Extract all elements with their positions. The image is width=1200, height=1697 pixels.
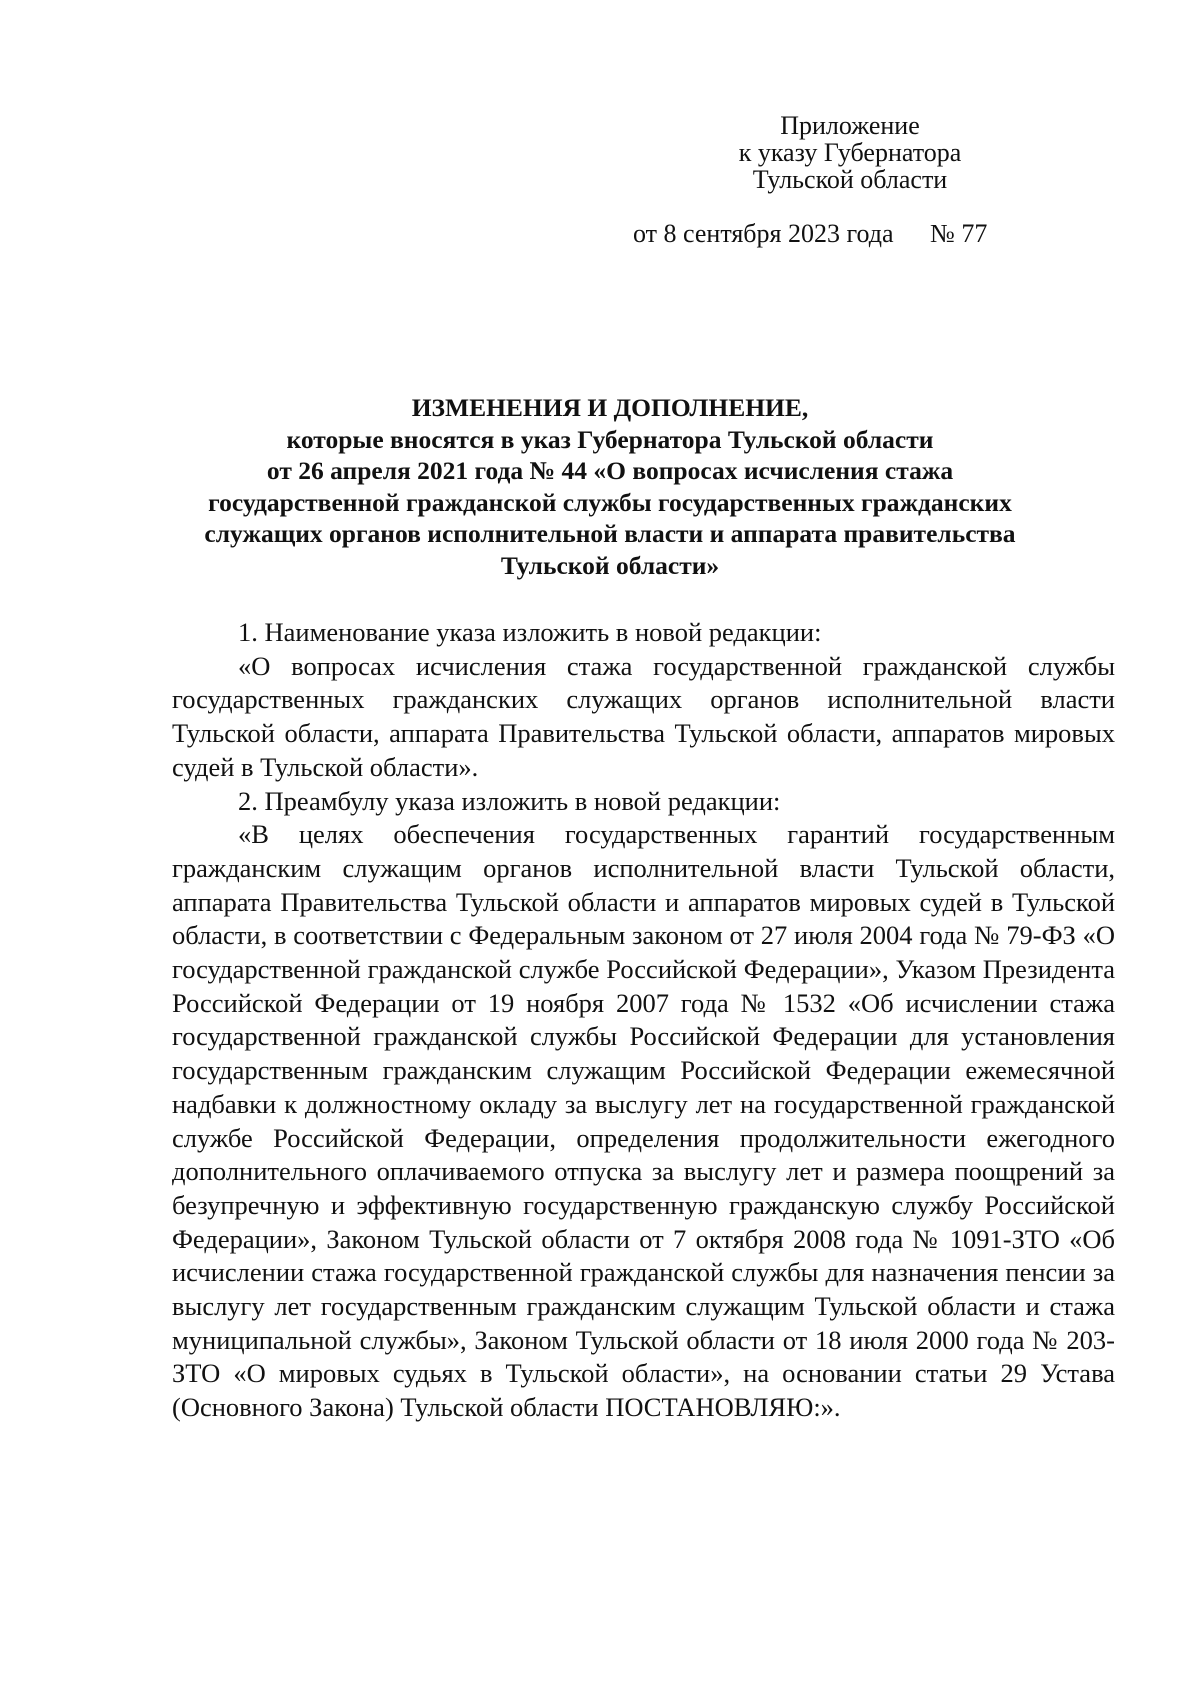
paragraph-3: 2. Преамбулу указа изложить в новой редакции: bbox=[238, 785, 781, 816]
order-number: № 77 bbox=[930, 219, 988, 248]
title-line-3: от 26 апреля 2021 года № 44 «О вопросах исчисления стажа bbox=[266, 456, 954, 485]
appendix-line-1: Приложение bbox=[780, 111, 920, 140]
appendix-line-2: к указу Губернатора bbox=[738, 138, 962, 167]
title-line-6: Тульской области» bbox=[500, 550, 720, 580]
order-date-number bbox=[633, 219, 987, 249]
paragraph-2: «О вопросах исчисления стажа государственной гражданской службы государственных гражданских служащих органов исполнительной власти Тульской области, аппарата Правительства Тульской области, аппаратов мировых судей в Тульской области». bbox=[172, 650, 1115, 782]
document-body bbox=[172, 616, 1115, 1425]
title-line-4: государственной гражданской службы государственных гражданских bbox=[208, 487, 1012, 517]
title-line-2: которые вносятся в указ Губернатора Тульской области bbox=[286, 424, 934, 454]
paragraph-4: «В целях обеспечения государственных гарантий государственным гражданским служащим органов исполнительной власти Тульской области, аппарата Правительства Тульской области и аппаратов мировых судей в Тульской области, в соответствии с Федеральным законом от 27 июля 2004 года № 79-ФЗ «О государственной гражданской службе Российской Федерации», Указом Президента Российской Федерации от 19 ноября 2007 года № 1532 «Об исчислении стажа государственной гражданской службы Российской Федерации для установления государственным гражданским служащим Российской Федерации ежемесячной надбавки к должностному окладу за выслугу лет на государственной гражданской службе Российской Федерации, определения продолжительности ежегодного дополнительного оплачиваемого отпуска за выслугу лет и размера поощрений за безупречную и эффективную государственную гражданскую службу Российской Федерации», Законом Тульской области от 7 октября 2008 года № 1091-ЗТО «Об исчислении стажа государственной гражданской службы для назначения пенсии за выслугу лет государственным гражданским служащим Тульской области и стажа муниципальной службы», Законом Тульской области от 18 июля 2000 года № 203-ЗТО «О мировых судьях в Тульской области», на основании статьи 29 Устава (Основного Закона) Тульской области ПОСТАНОВЛЯЮ:». bbox=[172, 819, 1115, 1423]
paragraph-1: 1. Наименование указа изложить в новой редакции: bbox=[238, 617, 822, 647]
order-date: от 8 сентября 2023 года bbox=[633, 219, 894, 248]
document-title bbox=[150, 392, 1070, 581]
appendix-line-3: Тульской области bbox=[752, 165, 948, 194]
title-line-5: служащих органов исполнительной власти и аппарата правительства bbox=[204, 519, 1016, 548]
appendix-header bbox=[700, 112, 1000, 193]
title-line-1: ИЗМЕНЕНИЯ И ДОПОЛНЕНИЕ, bbox=[411, 393, 809, 422]
